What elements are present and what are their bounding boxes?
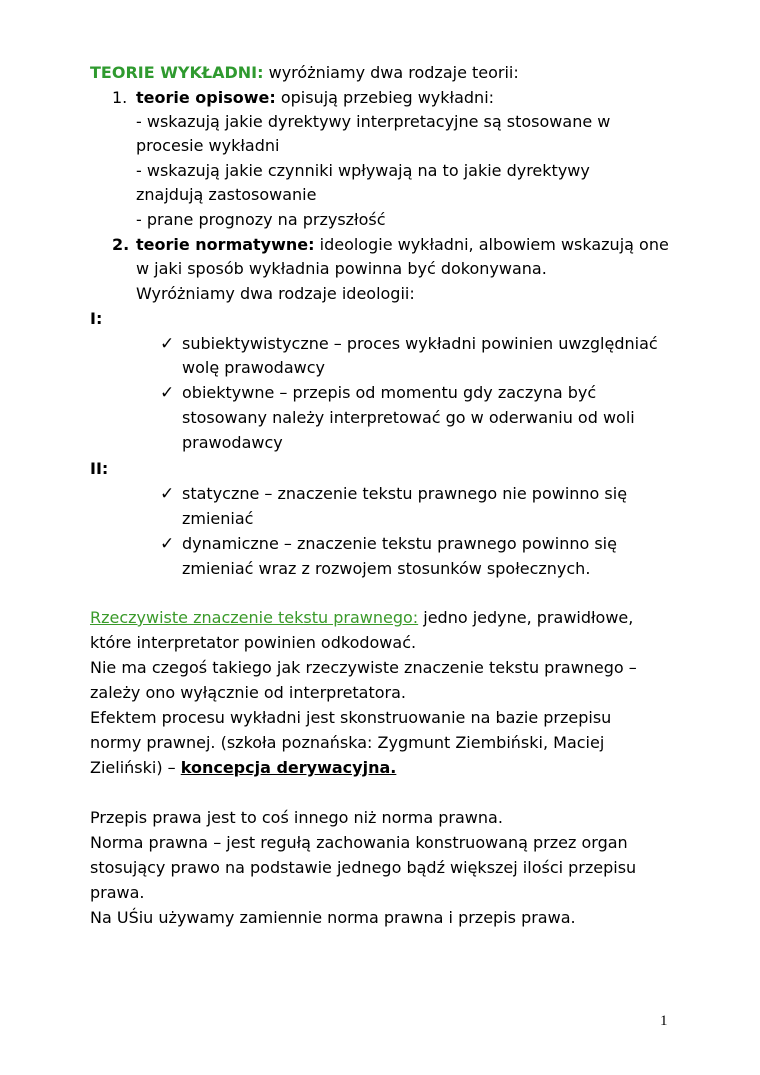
group1-a-line2: wolę prawodawcy	[182, 358, 325, 377]
item2-line3: Wyróżniamy dwa rodzaje ideologii:	[136, 284, 415, 303]
item2-label: teorie normatywne:	[136, 235, 315, 254]
item1-line4: - wskazują jakie czynniki wpływają na to jakie dyrektywy	[136, 161, 590, 180]
p2-line5: Na UŚiu używamy zamiennie norma prawna i przepis prawa.	[90, 908, 576, 927]
p1-emphasis: koncepcja derywacyjna.	[180, 758, 397, 777]
p1-line4: zależy ono wyłącznie od interpretatora.	[90, 683, 407, 702]
checkmark-icon: ✓	[160, 383, 175, 403]
section-heading: TEORIE WYKŁADNI:	[90, 63, 264, 82]
checkmark-icon: ✓	[160, 334, 175, 354]
item1-number: 1.	[112, 88, 128, 107]
p1-line6: normy prawnej. (szkoła poznańska: Zygmunt Ziembiński, Maciej	[90, 733, 605, 752]
item1-text: opisują przebieg wykładni:	[275, 88, 495, 107]
checkmark-icon: ✓	[160, 534, 175, 554]
p2-line4: prawa.	[90, 883, 145, 902]
group1-b-line3: prawodawcy	[182, 433, 283, 452]
p1-text: jedno jedyne, prawidłowe,	[418, 608, 634, 627]
p1-line7	[90, 756, 396, 780]
checkmark-icon: ✓	[160, 484, 175, 504]
p1-line3: Nie ma czegoś takiego jak rzeczywiste znaczenie tekstu prawnego –	[90, 658, 637, 677]
p2-line1: Przepis prawa jest to coś innego niż norma prawna.	[90, 808, 503, 827]
item1-line3: procesie wykładni	[136, 136, 280, 155]
p2-line2: Norma prawna – jest regułą zachowania konstruowaną przez organ	[90, 833, 628, 852]
item2-number: 2.	[112, 235, 130, 254]
p2-line3: stosujący prawo na podstawie jednego bądź większej ilości przepisu	[90, 858, 637, 877]
item1-line2: - wskazują jakie dyrektywy interpretacyjne są stosowane w	[136, 112, 611, 131]
group2-a-line1: statyczne – znaczenie tekstu prawnego nie powinno się	[182, 484, 628, 503]
item1-first-line	[136, 86, 494, 110]
page-number: 1	[660, 1013, 668, 1029]
group1-b-line2: stosowany należy interpretować go w oderwaniu od woli	[182, 408, 635, 427]
group1-a-line1: subiektywistyczne – proces wykładni powinien uwzględniać	[182, 334, 658, 353]
title-line	[90, 61, 519, 85]
intro-text: wyróżniamy dwa rodzaje teorii:	[263, 63, 519, 82]
item2-line2: w jaki sposób wykładnia powinna być dokonywana.	[136, 259, 547, 278]
item1-label: teorie opisowe:	[136, 88, 276, 107]
p1-line5: Efektem procesu wykładni jest skonstruowanie na bazie przepisu	[90, 708, 612, 727]
p1-label: Rzeczywiste znaczenie tekstu prawnego:	[90, 608, 419, 627]
group2-b-line2: zmieniać wraz z rozwojem stosunków społecznych.	[182, 559, 591, 578]
group2-a-line2: zmieniać	[182, 509, 254, 528]
item1-line6: - prane prognozy na przyszłość	[136, 210, 386, 229]
group2-b-line1: dynamiczne – znaczenie tekstu prawnego powinno się	[182, 534, 617, 553]
group1-label: I:	[90, 309, 103, 328]
item2-text: ideologie wykładni, albowiem wskazują one	[314, 235, 669, 254]
p1-line7-text: Zieliński) –	[90, 758, 181, 777]
group2-label: II:	[90, 459, 109, 478]
item1-line5: znajdują zastosowanie	[136, 185, 317, 204]
item2-first-line	[136, 233, 669, 257]
group1-b-line1: obiektywne – przepis od momentu gdy zaczyna być	[182, 383, 597, 402]
p1-line1	[90, 606, 633, 630]
p1-line2: które interpretator powinien odkodować.	[90, 633, 417, 652]
